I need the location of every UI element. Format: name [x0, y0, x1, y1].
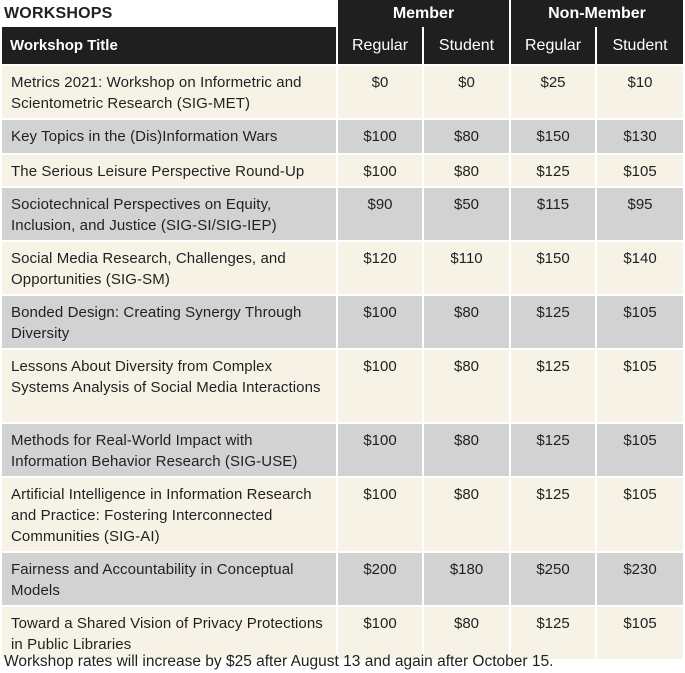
nonmember-regular-price: $25	[510, 65, 596, 119]
workshop-title: Sociotechnical Perspectives on Equity, Inclusion, and Justice (SIG-SI/SIG-IEP)	[2, 187, 337, 241]
member-regular-price: $120	[337, 241, 423, 295]
nonmember-regular-price: $150	[510, 119, 596, 154]
member-student-price: $0	[423, 65, 510, 119]
nonmember-regular-price: $115	[510, 187, 596, 241]
column-header-workshop-title: Workshop Title	[2, 27, 337, 65]
table-row	[2, 241, 683, 295]
member-regular-price: $100	[337, 154, 423, 187]
member-student-price: $50	[423, 187, 510, 241]
nonmember-student-price: $230	[596, 552, 683, 606]
member-student-price: $80	[423, 154, 510, 187]
workshop-pricing-table	[2, 0, 683, 659]
workshop-title: Bonded Design: Creating Synergy Through Diversity	[2, 295, 337, 349]
workshop-title: Social Media Research, Challenges, and Opportunities (SIG-SM)	[2, 241, 337, 295]
member-regular-price: $90	[337, 187, 423, 241]
member-student-price: $180	[423, 552, 510, 606]
nonmember-regular-price: $125	[510, 477, 596, 552]
workshop-title: The Serious Leisure Perspective Round-Up	[2, 154, 337, 187]
table-row	[2, 349, 683, 423]
member-regular-price: $100	[337, 606, 423, 659]
table-row	[2, 552, 683, 606]
table-row	[2, 477, 683, 552]
table-row	[2, 423, 683, 477]
member-regular-price: $100	[337, 295, 423, 349]
group-header-row	[2, 0, 683, 27]
member-student-price: $80	[423, 423, 510, 477]
workshop-title: Fairness and Accountability in Conceptual Models	[2, 552, 337, 606]
workshop-title: Lessons About Diversity from Complex Systems Analysis of Social Media Interactions	[2, 349, 337, 423]
column-header-member-student: Student	[423, 27, 510, 65]
member-regular-price: $100	[337, 349, 423, 423]
workshop-title: Toward a Shared Vision of Privacy Protections in Public Libraries	[2, 606, 337, 659]
table-row	[2, 119, 683, 154]
nonmember-student-price: $105	[596, 349, 683, 423]
member-regular-price: $100	[337, 477, 423, 552]
nonmember-student-price: $105	[596, 154, 683, 187]
nonmember-student-price: $140	[596, 241, 683, 295]
member-student-price: $110	[423, 241, 510, 295]
nonmember-regular-price: $125	[510, 606, 596, 659]
nonmember-regular-price: $150	[510, 241, 596, 295]
table-row	[2, 295, 683, 349]
column-header-nonmember-student: Student	[596, 27, 683, 65]
workshop-title: Key Topics in the (Dis)Information Wars	[2, 119, 337, 154]
non-member-group-header: Non-Member	[510, 0, 683, 27]
rate-increase-note: Workshop rates will increase by $25 after August 13 and again after October 15.	[4, 653, 554, 670]
member-group-header: Member	[337, 0, 510, 27]
workshop-title: Methods for Real-World Impact with Information Behavior Research (SIG-USE)	[2, 423, 337, 477]
member-student-price: $80	[423, 477, 510, 552]
member-student-price: $80	[423, 119, 510, 154]
nonmember-student-price: $105	[596, 295, 683, 349]
nonmember-student-price: $10	[596, 65, 683, 119]
workshop-title: Artificial Intelligence in Information Research and Practice: Fostering Interconnected Communities (SIG-AI)	[2, 477, 337, 552]
member-student-price: $80	[423, 295, 510, 349]
member-regular-price: $0	[337, 65, 423, 119]
column-header-nonmember-regular: Regular	[510, 27, 596, 65]
member-student-price: $80	[423, 606, 510, 659]
nonmember-student-price: $130	[596, 119, 683, 154]
table-row	[2, 154, 683, 187]
nonmember-regular-price: $125	[510, 295, 596, 349]
column-header-row	[2, 27, 683, 65]
member-regular-price: $100	[337, 119, 423, 154]
nonmember-regular-price: $125	[510, 349, 596, 423]
nonmember-regular-price: $250	[510, 552, 596, 606]
column-header-member-regular: Regular	[337, 27, 423, 65]
nonmember-student-price: $95	[596, 187, 683, 241]
table-row	[2, 187, 683, 241]
nonmember-student-price: $105	[596, 477, 683, 552]
member-regular-price: $200	[337, 552, 423, 606]
member-student-price: $80	[423, 349, 510, 423]
table-row	[2, 65, 683, 119]
nonmember-regular-price: $125	[510, 154, 596, 187]
section-title: WORKSHOPS	[2, 0, 337, 27]
workshop-title: Metrics 2021: Workshop on Informetric and Scientometric Research (SIG-MET)	[2, 65, 337, 119]
nonmember-student-price: $105	[596, 606, 683, 659]
nonmember-student-price: $105	[596, 423, 683, 477]
member-regular-price: $100	[337, 423, 423, 477]
nonmember-regular-price: $125	[510, 423, 596, 477]
